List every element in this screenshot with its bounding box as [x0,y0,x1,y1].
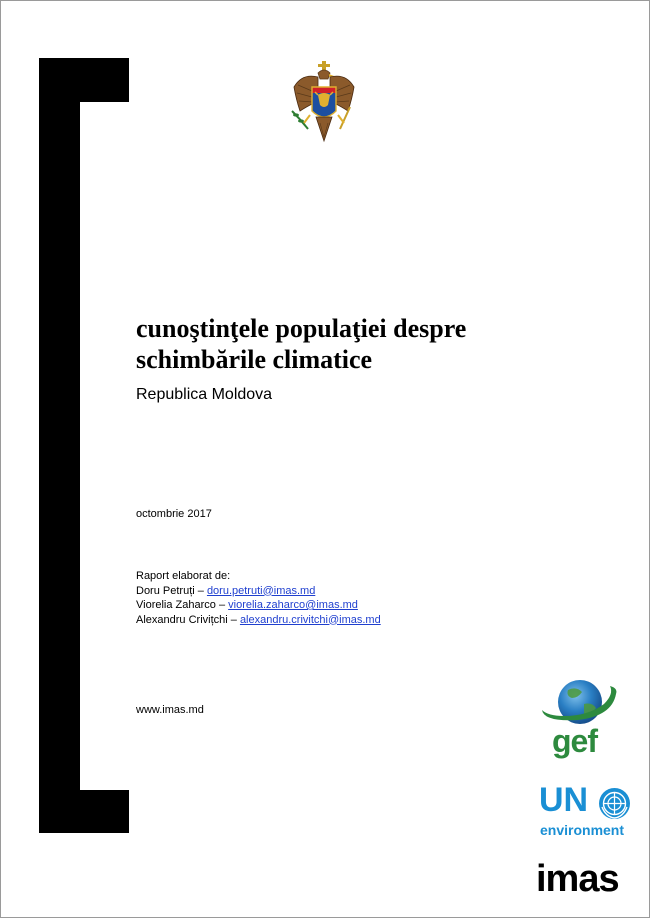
author-email-link[interactable]: alexandru.crivitchi@imas.md [239,613,381,626]
title-line-2: schimbările climatice [136,345,373,374]
title-line-1: cunoştinţele populaţiei despre [136,314,467,343]
bracket-bottom-arm [39,790,129,833]
authors-block [136,569,381,627]
author-separator: – [215,599,229,611]
un-emblem-icon [598,787,631,820]
moldova-coat-of-arms-icon [288,59,360,151]
un-logo-text: UN [539,781,589,819]
author-name: Alexandru Crivițchi [136,613,228,626]
website-url: www.imas.md [136,704,204,716]
bracket-top-arm [39,58,129,102]
document-date: octombrie 2017 [136,508,212,520]
gef-logo-text: gef [552,723,597,759]
author-separator: – [194,584,207,597]
document-subtitle: Republica Moldova [136,386,273,403]
author-line [136,613,381,628]
author-email-link[interactable]: viorelia.zaharco@imas.md [228,599,358,611]
author-line [136,584,381,599]
bracket-decoration [39,58,80,833]
author-separator: – [227,613,240,626]
author-name: Viorelia Zaharco [136,599,216,611]
author-email-link[interactable]: doru.petruti@imas.md [206,584,316,597]
author-line [136,598,381,613]
document-title [136,313,616,375]
un-environment-text: environment [540,822,625,838]
imas-logo: imas [536,858,619,900]
report-by-label: Raport elaborat de: [136,570,231,582]
author-name: Doru Petruți [136,584,195,597]
